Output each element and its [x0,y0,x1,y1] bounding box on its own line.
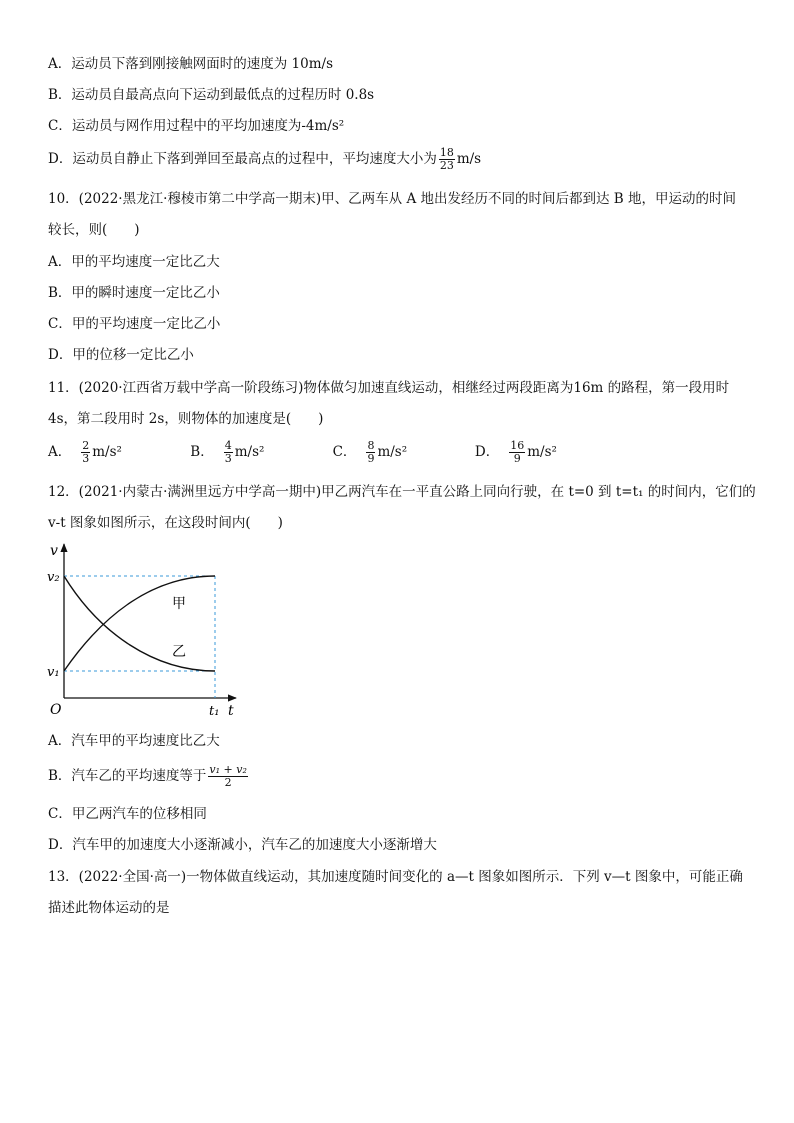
option-label: D． [474,444,500,460]
option-unit: m/s² [234,444,265,460]
t1-label: t₁ [209,704,220,718]
q11-stem-line1: 11．(2020·江西省万载中学高一阶段练习)物体做匀加速直线运动，相继经过两段距离为16m 的路程，第一段用时 [48,380,730,396]
option-unit: m/s² [527,444,557,460]
option-unit: m/s² [92,444,122,460]
q10-option-b: B．甲的瞬时速度一定比乙小 [48,285,220,301]
option-fraction [509,440,525,465]
q10-stem-line2: 较长，则( ) [48,222,140,238]
fraction-numerator: 2 [82,439,90,452]
q10-option-d: D．甲的位移一定比乙小 [48,347,194,363]
q9-option-a: A．运动员下落到刚接触网面时的速度为 10m/s [48,56,333,72]
option-unit: m/s² [377,444,408,460]
q12-option-c: C．甲乙两汽车的位移相同 [48,806,207,822]
q11-options [48,440,613,465]
q12-option-b-text: B．汽车乙的平均速度等于 [48,768,207,784]
q12-stem-line2: v-t 图象如图所示，在这段时间内( ) [48,515,283,531]
fraction-denominator: 3 [82,452,90,465]
origin-label: O [50,702,62,718]
option-fraction [81,440,90,465]
y-axis-label: v [50,543,58,559]
fraction-denominator: 23 [439,159,454,172]
option-label: A． [48,444,72,460]
fraction-numerator: 8 [367,439,375,452]
q12-option-b-fraction [208,764,247,789]
q12-vt-graph [44,538,244,718]
q9-option-b: B．运动员自最高点向下运动到最低点的过程历时 0.8s [48,87,375,103]
q9-option-d-unit: m/s [456,151,482,167]
fraction-numerator: v₁ + v₂ [209,763,247,776]
q9-option-d-fraction [439,147,455,172]
q12-option-d: D．汽车甲的加速度大小逐渐减小，汽车乙的加速度大小逐渐增大 [48,837,437,853]
fraction-denominator: 3 [224,452,232,465]
curve-yi-label: 乙 [172,644,186,660]
v2-label: v₂ [47,570,60,585]
q10-stem-line1: 10．(2022·黑龙江·穆棱市第二中学高一期末)甲、乙两车从 A 地出发经历不同的时间后都到达 B 地，甲运动的时间 [48,191,736,207]
curve-jia [64,576,215,671]
q11-option-b [190,440,328,465]
curve-yi [64,576,215,671]
option-fraction [224,440,233,465]
option-label: C． [332,444,357,460]
q12-option-b [48,764,250,789]
fraction-denominator: 9 [513,452,521,465]
fraction-denominator: 2 [224,776,232,789]
fraction-numerator: 18 [439,146,454,159]
q12-option-a: A．汽车甲的平均速度比乙大 [48,733,220,749]
curve-jia-label: 甲 [172,596,186,612]
fraction-denominator: 9 [367,452,375,465]
option-label: B． [190,444,214,460]
q10-option-c: C．甲的平均速度一定比乙小 [48,316,221,332]
q13-stem-line1: 13．(2022·全国·高一)一物体做直线运动，其加速度随时间变化的 a—t 图象如图所示．下列 v—t 图象中，可能正确 [48,869,743,885]
q12-stem-line1: 12．(2021·内蒙古·满洲里远方中学高一期中)甲乙两汽车在一平直公路上同向行驶，在 t=0 到 t=t₁ 的时间内，它们的 [48,484,756,500]
q13-stem-line2: 描述此物体运动的是 [48,900,170,916]
q11-stem-line2: 4s，第二段用时 2s，则物体的加速度是( ) [48,411,324,427]
x-axis-label: t [228,703,234,718]
q9-option-d [48,147,481,172]
q10-option-a: A．甲的平均速度一定比乙大 [48,254,220,270]
q11-option-c [333,440,471,465]
q9-option-d-text: D．运动员自静止下落到弹回至最高点的过程中，平均速度大小为 [48,151,437,167]
option-fraction [366,440,375,465]
fraction-numerator: 16 [510,439,525,452]
fraction-numerator: 4 [224,439,232,452]
v1-label: v₁ [47,665,60,680]
q9-option-c: C．运动员与网作用过程中的平均加速度为-4m/s² [48,118,345,134]
q11-option-d [475,440,613,465]
q11-option-a [48,440,186,465]
